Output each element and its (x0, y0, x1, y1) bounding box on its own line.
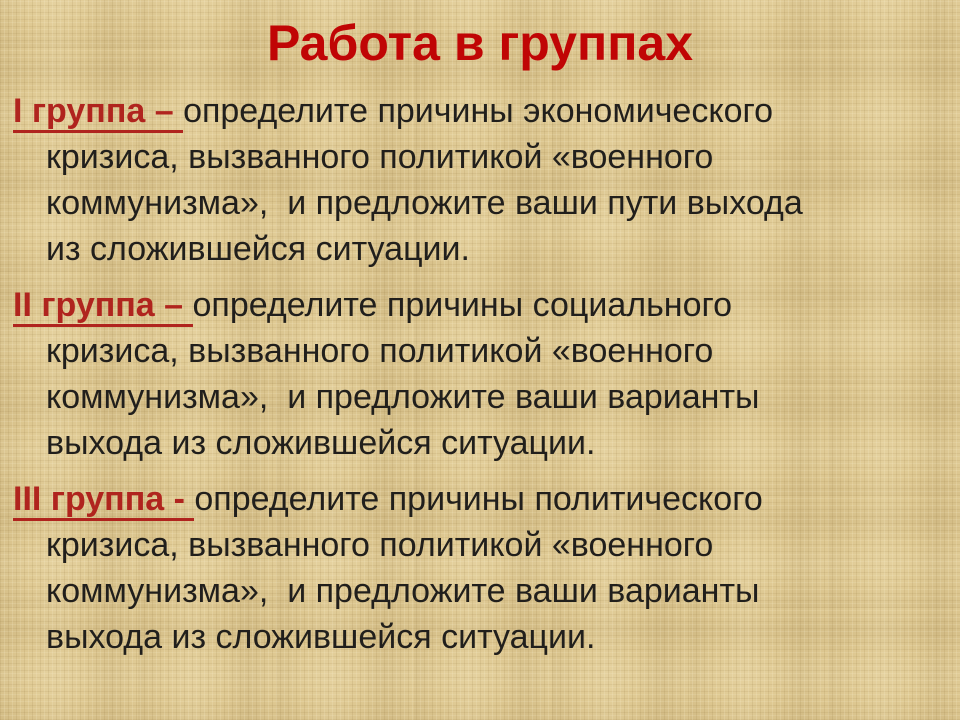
text-line (13, 476, 954, 522)
group-3-label: III группа - (13, 480, 194, 521)
group-2-label: II группа – (13, 286, 193, 327)
text-line (13, 282, 954, 328)
task-text: определите причины экономического (183, 92, 774, 130)
slide-body (13, 88, 954, 670)
text-line: коммунизма», и предложите ваши пути выхода (46, 184, 803, 222)
text-line: коммунизма», и предложите ваши варианты (46, 378, 760, 416)
group-2-task (13, 282, 954, 466)
text-line: кризиса, вызванного политикой «военного (46, 526, 714, 564)
text-line: из сложившейся ситуации. (46, 230, 470, 268)
text-line: выхода из сложившейся ситуации. (46, 618, 596, 656)
group-1-task (13, 88, 954, 272)
text-line: выхода из сложившейся ситуации. (46, 424, 596, 462)
text-line: кризиса, вызванного политикой «военного (46, 138, 714, 176)
text-line: кризиса, вызванного политикой «военного (46, 332, 714, 370)
group-1-label: I группа – (13, 92, 183, 133)
text-line: коммунизма», и предложите ваши варианты (46, 572, 760, 610)
slide-title: Работа в группах (266, 15, 694, 71)
group-3-task (13, 476, 954, 660)
task-text: определите причины социального (192, 286, 733, 324)
task-text: определите причины политического (194, 480, 763, 518)
text-line (13, 88, 954, 134)
